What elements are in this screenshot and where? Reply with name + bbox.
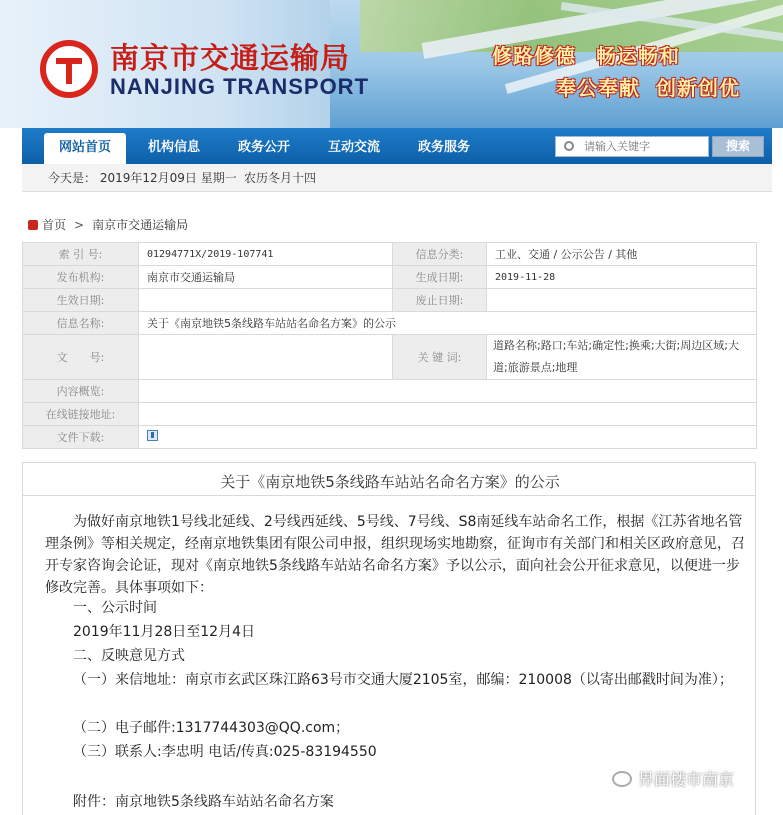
mailing-address: （一）来信地址：南京市玄武区珠江路63号市交通大厦2105室，邮编：210008（以寄出邮戳时间为准）； bbox=[73, 672, 733, 688]
tab-gov-affairs-open[interactable]: 政务公开 bbox=[237, 140, 290, 155]
doc-number-value bbox=[139, 335, 393, 380]
notice-title: 关于《南京地铁5条线路车站站名命名方案》的公示 bbox=[220, 473, 560, 491]
search-button[interactable]: 搜索 bbox=[712, 136, 764, 157]
created-date-label: 生成日期: bbox=[393, 266, 487, 289]
breadcrumb-home[interactable]: 首页 bbox=[42, 218, 67, 232]
header-banner bbox=[0, 0, 783, 128]
table-row bbox=[23, 335, 757, 380]
info-name-label: 信息名称: bbox=[23, 312, 139, 335]
expiry-date-label: 废止日期: bbox=[393, 289, 487, 312]
download-icon[interactable] bbox=[147, 430, 158, 441]
notice-content bbox=[22, 462, 756, 815]
search-icon bbox=[564, 141, 574, 151]
main-nav bbox=[22, 128, 772, 164]
effective-date-label: 生效日期: bbox=[23, 289, 139, 312]
publisher-label: 发布机构: bbox=[23, 266, 139, 289]
lunar-date: 农历冬月十四 bbox=[244, 171, 317, 185]
table-row bbox=[23, 289, 757, 312]
tab-gov-services[interactable]: 政务服务 bbox=[417, 140, 470, 155]
index-value: 01294771X/2019-107741 bbox=[139, 243, 393, 266]
today-date: 今天是： 2019年12月09日 星期一 bbox=[48, 171, 237, 185]
file-download-cell bbox=[139, 426, 757, 449]
file-download-label: 文件下载: bbox=[23, 426, 139, 449]
effective-date-value bbox=[139, 289, 393, 312]
keywords-value: 道路名称;路口;车站;确定性;换乘;大街;周边区域;大道;旅游景点;地理 bbox=[487, 335, 757, 380]
created-date-value: 2019-11-28 bbox=[487, 266, 757, 289]
attachment-link[interactable]: 附件：南京地铁5条线路车站站名命名方案 bbox=[73, 794, 334, 810]
expiry-date-value bbox=[487, 289, 757, 312]
search-input[interactable] bbox=[555, 136, 709, 157]
summary-label: 内容概览: bbox=[23, 380, 139, 403]
tab-home[interactable]: 网站首页 bbox=[44, 133, 126, 164]
slogan: 修路修德 bbox=[492, 44, 576, 68]
date-bar bbox=[22, 164, 772, 192]
watermark-text: 界面楼市南京 bbox=[638, 770, 735, 789]
table-row bbox=[23, 266, 757, 289]
table-row bbox=[23, 426, 757, 449]
slogan: 畅运畅和 bbox=[596, 44, 680, 68]
email-line: （二）电子邮件:1317744303@QQ.com； bbox=[73, 720, 350, 736]
publisher-value: 南京市交通运输局 bbox=[139, 266, 393, 289]
tab-org-info[interactable]: 机构信息 bbox=[147, 140, 200, 155]
online-link-label: 在线链接地址: bbox=[23, 403, 139, 426]
logo-title-cn[interactable]: 南京市交通运输局 bbox=[110, 41, 351, 75]
online-link-value bbox=[139, 403, 757, 426]
slogan: 创新创优 bbox=[656, 76, 740, 100]
logo-title-en: NANJING TRANSPORT bbox=[110, 74, 370, 99]
info-name-value: 关于《南京地铁5条线路车站站名命名方案》的公示 bbox=[139, 312, 757, 335]
chevron-right-icon: > bbox=[74, 218, 85, 232]
index-label: 索 引 号: bbox=[23, 243, 139, 266]
home-icon bbox=[28, 220, 38, 230]
logo-icon[interactable] bbox=[40, 40, 98, 98]
notice-intro: 为做好南京地铁1号线北延线、2号线西延线、5号线、7号线、S8南延线车站命名工作，根据《江苏省地名管理条例》等相关规定，经南京地铁集团有限公司申报，组织现场实地勘察，征询市有关部门和相关区政府意见，召开专家咨询会论证，现对《南京地铁5条线路车站站名命名方案》予以公示，面向社会公开征求意见，以便进一步修改完善。具体事项如下： bbox=[45, 514, 745, 596]
watermark bbox=[612, 766, 734, 794]
table-row bbox=[23, 403, 757, 426]
breadcrumb bbox=[28, 215, 188, 235]
tab-interaction[interactable]: 互动交流 bbox=[327, 140, 380, 155]
category-label: 信息分类: bbox=[393, 243, 487, 266]
notice-period: 2019年11月28日至12月4日 bbox=[73, 624, 255, 640]
breadcrumb-current[interactable]: 南京市交通运输局 bbox=[92, 218, 189, 232]
table-row bbox=[23, 312, 757, 335]
slogan: 奉公奉献 bbox=[556, 76, 640, 100]
doc-number-label: 文 号: bbox=[23, 335, 139, 380]
contact-line: （三）联系人:李忠明 电话/传真:025-83194550 bbox=[73, 744, 377, 760]
table-row bbox=[23, 243, 757, 266]
info-table bbox=[22, 242, 757, 449]
section-heading: 一、公示时间 bbox=[73, 600, 157, 616]
section-heading: 二、反映意见方式 bbox=[73, 648, 185, 664]
divider bbox=[23, 495, 755, 496]
table-row bbox=[23, 380, 757, 403]
summary-value bbox=[139, 380, 757, 403]
wechat-icon bbox=[612, 771, 632, 787]
keywords-label: 关 键 词: bbox=[393, 335, 487, 380]
category-value: 工业、交通 / 公示公告 / 其他 bbox=[487, 243, 757, 266]
